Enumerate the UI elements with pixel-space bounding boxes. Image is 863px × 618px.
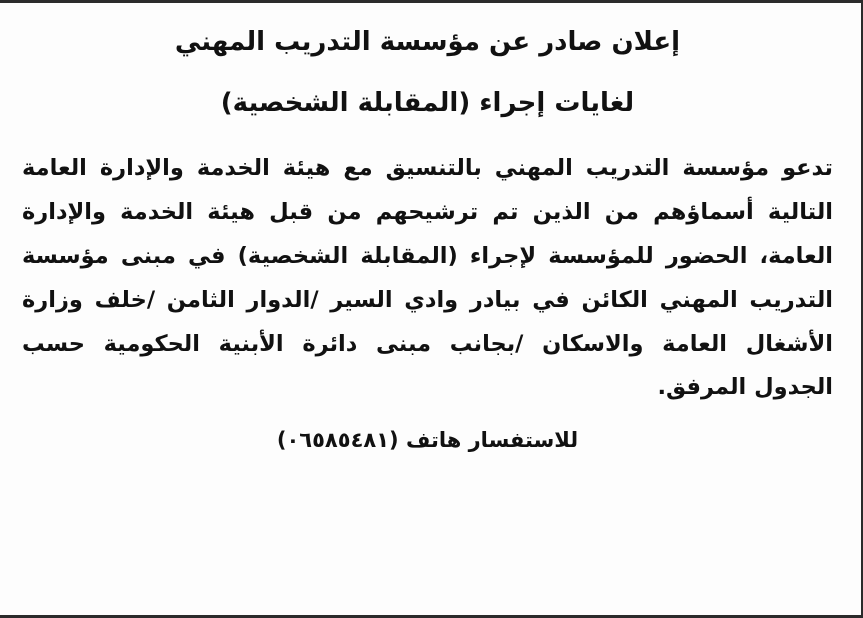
announcement-headline: إعلان صادر عن مؤسسة التدريب المهني <box>174 27 681 57</box>
announcement-content <box>0 3 861 615</box>
contact-phone-line: للاستفسار هاتف (٠٦٥٨٥٤٨١) <box>276 428 579 453</box>
announcement-body-last-line: الجدول المرفق. <box>657 374 833 401</box>
announcement-body <box>22 147 833 410</box>
announcement-subheadline: لغايات إجراء (المقابلة الشخصية) <box>220 88 635 118</box>
announcement-body-main: تدعو مؤسسة التدريب المهني بالتنسيق مع هيئة الخدمة والإدارة العامة التالية أسماؤهم من الذين تم ترشيحهم من قبل هيئة الخدمة والإدارة العامة، الحضور للمؤسسة لإجراء (المقابلة الشخصية) في مبنى مؤسسة التدريب المهني الكائن في بيادر وادي السير /الدوار الثامن /خلف وزارة الأشغال العامة والاسكان /بجانب مبنى دائرة الأبنية الحكومية حسب <box>22 155 833 357</box>
